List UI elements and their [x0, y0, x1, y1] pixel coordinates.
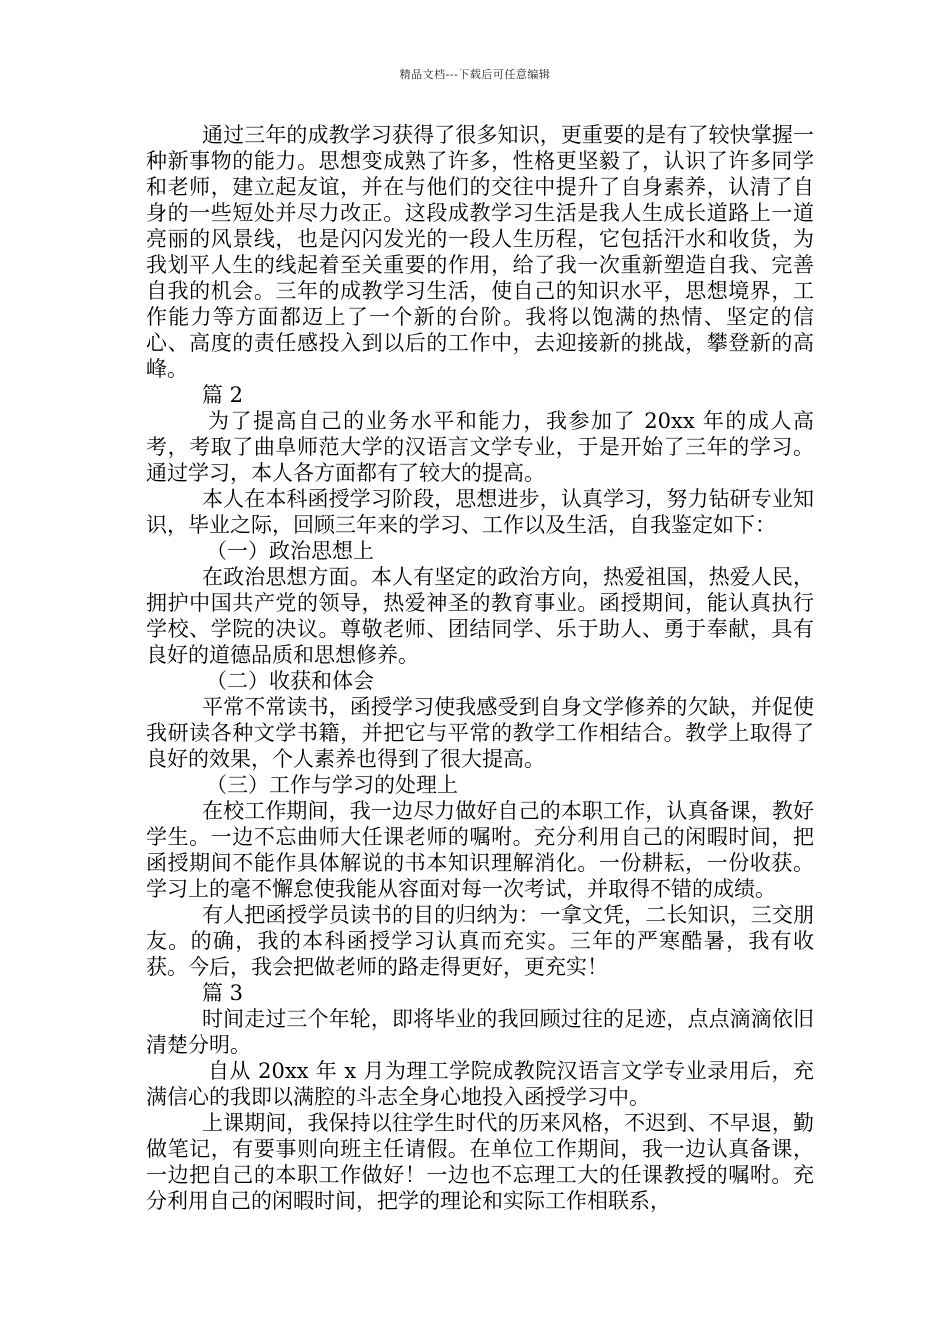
chapter-heading: 篇 2	[202, 383, 244, 407]
paragraph: 平常不常读书，函授学习使我感受到自身文学修养的欠缺，并促使我研读各种文学书籍，并把它与平常的教学工作相结合。教学上取得了良好的效果，个人素养也得到了很大提高。	[146, 695, 814, 771]
paragraph: 通过三年的成教学习获得了很多知识，更重要的是有了较快掌握一种新事物的能力。思想变成熟了许多，性格更坚毅了，认识了许多同学和老师，建立起友谊，并在与他们的交往中提升了自身素养，认清了自身的一些短处并尽力改正。这段成教学习生活是我人生成长道路上一道亮丽的风景线，也是闪闪发光的一段人生历程，它包括汗水和收货，为我划平人生的线起着至关重要的作用，给了我一次重新塑造自我、完善自我的机会。三年的成教学习生活，使自己的知识水平，思想境界，工作能力等方面都迈上了一个新的台阶。我将以饱满的热情、坚定的信心、高度的责任感投入到以后的工作中，去迎接新的挑战，攀登新的高峰。	[146, 123, 814, 381]
page-header: 精品文档---下载后可任意编辑	[399, 68, 551, 81]
paragraph: 在政治思想方面。本人有坚定的政治方向，热爱祖国，热爱人民，拥护中国共产党的领导，热爱神圣的教育事业。函授期间，能认真执行学校、学院的决议。尊敬老师、团结同学、乐于助人、勇于奉献，具有良好的道德品质和思想修养。	[146, 565, 814, 667]
paragraph: 时间走过三个年轮，即将毕业的我回顾过往的足迹，点点滴滴依旧清楚分明。	[146, 1007, 814, 1057]
paragraph: 为了提高自己的业务水平和能力，我参加了 20xx 年的成人高考，考取了曲阜师范大学的汉语言文学专业，于是开始了三年的学习。通过学习，本人各方面都有了较大的提高。	[146, 409, 814, 485]
section-heading: （三）工作与学习的处理上	[206, 773, 458, 797]
section-heading: （一）政治思想上	[206, 539, 374, 563]
document-body	[146, 122, 814, 1214]
paragraph: 有人把函授学员读书的目的归纳为：一拿文凭，二长知识，三交朋友。的确，我的本科函授学习认真而充实。三年的严寒酷暑，我有收获。今后，我会把做老师的路走得更好，更充实！	[146, 903, 814, 979]
chapter-heading: 篇 3	[202, 981, 244, 1005]
paragraph: 本人在本科函授学习阶段，思想进步，认真学习，努力钻研专业知识，毕业之际，回顾三年来的学习、工作以及生活，自我鉴定如下：	[146, 487, 814, 537]
paragraph: 在校工作期间，我一边尽力做好自己的本职工作，认真备课，教好学生。一边不忘曲师大任课老师的嘱咐。充分利用自己的闲暇时间，把函授期间不能作具体解说的书本知识理解消化。一份耕耘，一份收获。学习上的毫不懈怠使我能从容面对每一次考试，并取得不错的成绩。	[146, 799, 814, 901]
paragraph: 自从 20xx 年 x 月为理工学院成教院汉语言文学专业录用后，充满信心的我即以满腔的斗志全身心地投入函授学习中。	[146, 1059, 814, 1109]
section-heading: （二）收获和体会	[206, 669, 374, 693]
paragraph: 上课期间，我保持以往学生时代的历来风格，不迟到、不早退，勤做笔记，有要事则向班主任请假。在单位工作期间，我一边认真备课，一边把自己的本职工作做好！一边也不忘理工大的任课教授的嘱咐。充分利用自己的闲暇时间，把学的理论和实际工作相联系，	[146, 1111, 814, 1213]
